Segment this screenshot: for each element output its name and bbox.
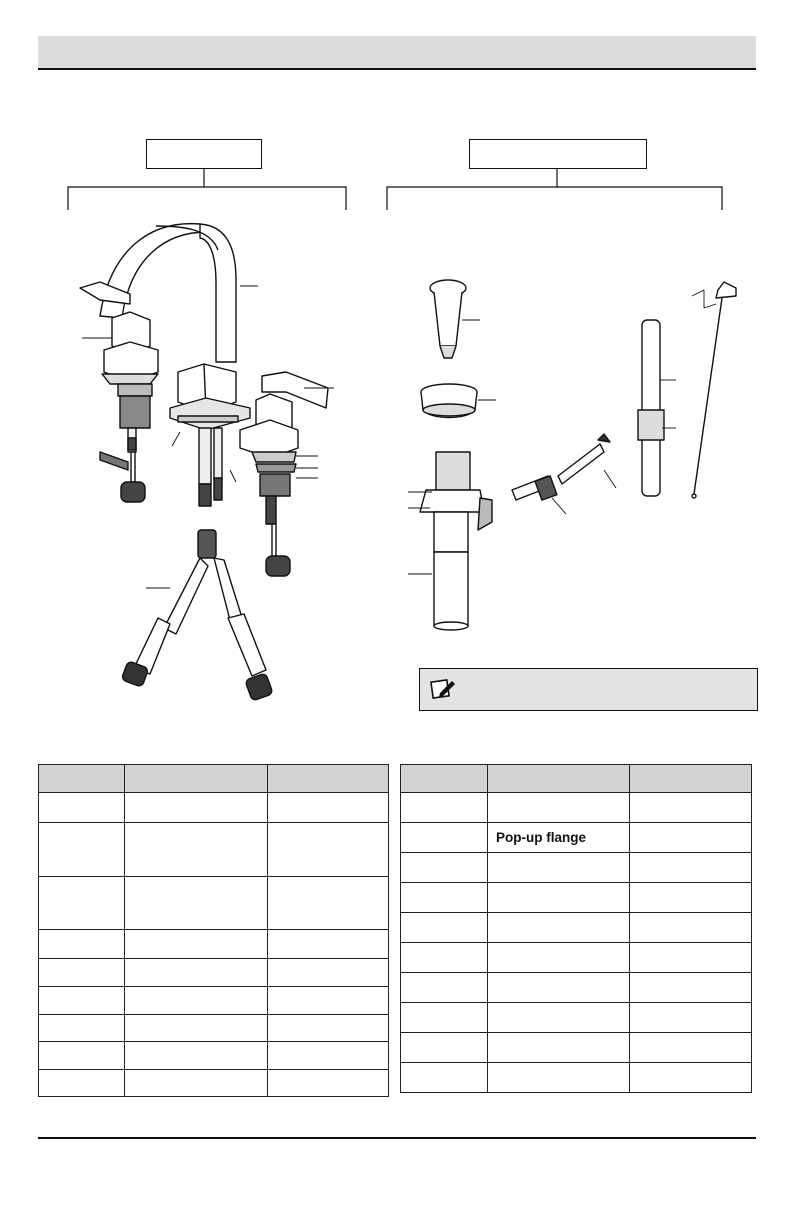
- column-header: [630, 765, 752, 793]
- table-cell: [268, 959, 389, 987]
- column-header: [39, 765, 125, 793]
- table-row: [401, 943, 752, 973]
- table-row: [39, 823, 389, 877]
- column-header: [401, 765, 488, 793]
- table-header-row: [39, 765, 389, 793]
- table-cell: [401, 1033, 488, 1063]
- table-cell: [401, 883, 488, 913]
- table-row: [39, 877, 389, 930]
- table-row: [401, 1033, 752, 1063]
- left-parts-table: [38, 764, 389, 1097]
- table-cell: [401, 793, 488, 823]
- table-cell: [125, 1042, 268, 1070]
- table-cell: [630, 1003, 752, 1033]
- table-cell: [39, 987, 125, 1015]
- table-cell: [488, 913, 630, 943]
- table-cell: [125, 959, 268, 987]
- table-cell: [630, 973, 752, 1003]
- table-row: [39, 987, 389, 1015]
- table-cell: [488, 1063, 630, 1093]
- table-row: [39, 793, 389, 823]
- table-cell: [39, 959, 125, 987]
- table-cell: [401, 973, 488, 1003]
- table-row: [401, 883, 752, 913]
- table-cell: [401, 823, 488, 853]
- footer-rule: [38, 1137, 756, 1139]
- column-header: [125, 765, 268, 793]
- table-cell: [39, 1015, 125, 1042]
- table-cell: [125, 1015, 268, 1042]
- table-cell: [401, 943, 488, 973]
- table-cell: [125, 793, 268, 823]
- table-cell: [39, 930, 125, 959]
- table-cell: [39, 793, 125, 823]
- table-cell: [268, 877, 389, 930]
- table-cell: [488, 853, 630, 883]
- table-cell: [39, 823, 125, 877]
- table-cell: [488, 943, 630, 973]
- table-cell: [630, 1063, 752, 1093]
- table-row: [39, 930, 389, 959]
- table-cell: [125, 877, 268, 930]
- table-cell: [488, 793, 630, 823]
- table-cell: Pop-up flange: [488, 823, 630, 853]
- table-row: [401, 1063, 752, 1093]
- table-cell: [630, 853, 752, 883]
- table-cell: [39, 1070, 125, 1097]
- table-cell: [125, 987, 268, 1015]
- table-cell: [401, 1003, 488, 1033]
- table-cell: [488, 1033, 630, 1063]
- table-cell: [268, 987, 389, 1015]
- table-cell: [125, 1070, 268, 1097]
- table-row: [401, 793, 752, 823]
- table-cell: [630, 793, 752, 823]
- table-header-row: [401, 765, 752, 793]
- faucet-assembly: [80, 224, 328, 701]
- table-cell: [401, 1063, 488, 1093]
- table-cell: [630, 913, 752, 943]
- column-header: [488, 765, 630, 793]
- table-cell: [401, 853, 488, 883]
- table-cell: [39, 1042, 125, 1070]
- table-cell: [39, 877, 125, 930]
- table-cell: [488, 973, 630, 1003]
- table-cell: [268, 823, 389, 877]
- drain-assembly: [420, 280, 736, 630]
- table-cell: [125, 823, 268, 877]
- note-box: [419, 668, 758, 711]
- table-cell: [630, 823, 752, 853]
- table-row: [39, 1070, 389, 1097]
- table-cell: [268, 1015, 389, 1042]
- table-cell: [630, 883, 752, 913]
- column-header: [268, 765, 389, 793]
- table-row: [401, 913, 752, 943]
- table-cell: [488, 883, 630, 913]
- table-cell: [630, 943, 752, 973]
- faucet-bracket: [68, 168, 346, 210]
- note-pencil-icon: [430, 677, 456, 701]
- table-cell: [401, 913, 488, 943]
- table-cell: [268, 930, 389, 959]
- table-row: [401, 1003, 752, 1033]
- table-cell: [125, 930, 268, 959]
- table-row: [39, 1015, 389, 1042]
- table-cell: [268, 1070, 389, 1097]
- table-row: [401, 853, 752, 883]
- table-row: [401, 973, 752, 1003]
- table-cell: [268, 793, 389, 823]
- right-parts-table: [400, 764, 752, 1093]
- table-row: [39, 1042, 389, 1070]
- table-cell: [488, 1003, 630, 1033]
- table-cell: [268, 1042, 389, 1070]
- table-cell: [630, 1033, 752, 1063]
- table-row: [39, 959, 389, 987]
- table-row: [401, 823, 752, 853]
- drain-bracket: [387, 168, 722, 210]
